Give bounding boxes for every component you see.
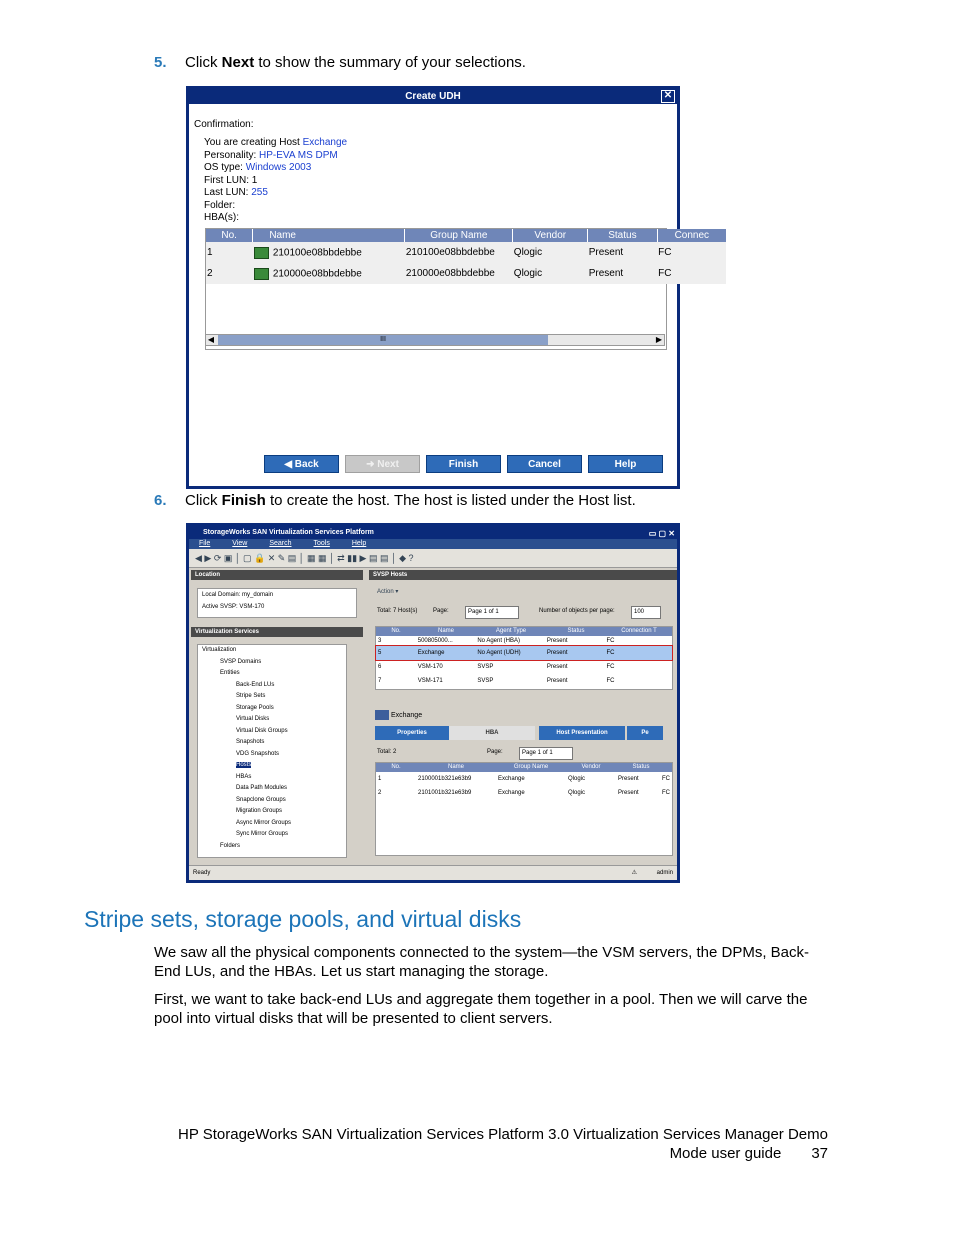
computer-icon	[375, 710, 389, 720]
virtualization-services-header: Virtualization Services	[191, 627, 363, 637]
page-select[interactable]: Page 1 of 1	[465, 606, 519, 619]
tree-item[interactable]: HBAs	[236, 773, 252, 780]
hba-page-select[interactable]: Page 1 of 1	[519, 747, 573, 760]
menu-file[interactable]: File	[199, 540, 211, 547]
table-header: No. Name Agent Type Status Connection T	[376, 627, 672, 636]
app-title: StorageWorks SAN Virtualization Services Platform	[203, 529, 374, 536]
menu-tools[interactable]: Tools	[313, 540, 330, 547]
finish-button[interactable]: Finish	[426, 455, 501, 473]
tree-item[interactable]: Snapclone Groups	[236, 796, 286, 803]
hba-icon	[254, 247, 269, 259]
step-text: Click Finish to create the host. The host is listed under the Host list.	[185, 492, 636, 509]
tree-item[interactable]: Virtual Disk Groups	[236, 727, 288, 734]
tree-item[interactable]: Back-End LUs	[236, 681, 275, 688]
step-number: 5.	[154, 54, 167, 71]
menu-help[interactable]: Help	[351, 540, 367, 547]
location-box: Local Domain: my_domain Active SVSP: VSM-170	[197, 588, 357, 618]
hba-detail-table	[375, 762, 673, 856]
total-hosts: Total: 7 Host(s)	[377, 608, 418, 614]
user-name: admin	[656, 870, 673, 876]
paragraph: We saw all the physical components connected to the system—the VSM servers, the DPMs, Back-End LUs, and the HBAs. Let us start managing the storage.	[154, 944, 809, 980]
hba-table	[205, 228, 710, 350]
table-row-selected[interactable]: 5 Exchange No Agent (UDH) Present FC	[376, 646, 672, 660]
next-button[interactable]: ➜ Next	[345, 455, 420, 473]
tree-item[interactable]: Snapshots	[236, 739, 265, 745]
status-text: Ready	[193, 870, 211, 876]
status-bar	[189, 865, 677, 880]
confirmation-details: You are creating Host Exchange Personality: HP-EVA MS DPM OS type: Windows 2003 First LUN: 1 Last LUN: 255 Folder: HBA(s):	[204, 137, 348, 223]
tab-more[interactable]: Pe	[627, 726, 663, 740]
step-text: Click Next to show the summary of your selections.	[185, 54, 526, 71]
tree-item-selected[interactable]: Hosts	[236, 762, 252, 768]
tree-item[interactable]: Stripe Sets	[236, 693, 266, 699]
table-row[interactable]: 2 2101001b321e63b9 Exchange Qlogic Present FC	[378, 790, 670, 796]
selected-host-name: Exchange	[375, 710, 422, 720]
right-pane	[369, 570, 677, 866]
table-header: No. Name Group Name Vendor Status Connec	[206, 229, 726, 242]
detail-tabs	[375, 726, 671, 740]
tree-item[interactable]: Entities	[220, 670, 240, 676]
step-5	[154, 54, 854, 74]
tree-item[interactable]: Storage Pools	[236, 704, 274, 711]
tree-item[interactable]: Sync Mirror Groups	[236, 831, 289, 837]
menu-bar	[189, 539, 677, 549]
dialog-title: Create UDH	[405, 91, 461, 102]
toolbar	[189, 549, 677, 568]
hba-page-label: Page:	[487, 749, 503, 755]
tree-item[interactable]: Data Path Modules	[236, 785, 288, 791]
step-6	[154, 492, 854, 512]
confirmation-label: Confirmation:	[194, 119, 254, 130]
create-udh-dialog	[186, 86, 710, 489]
tree-item[interactable]: Virtualization	[202, 647, 237, 653]
tree-item[interactable]: Async Mirror Groups	[236, 819, 292, 826]
per-page-label: Number of objects per page:	[539, 608, 615, 614]
page-label: Page:	[433, 608, 449, 614]
warning-icon: ⚠	[631, 870, 637, 876]
table-row[interactable]: 2 210000e08bbdebbe 210000e08bbdebbe Qlogic Present FC	[206, 263, 726, 284]
tree-item[interactable]: Folders	[220, 842, 241, 849]
footer	[178, 1125, 828, 1163]
step-number: 6.	[154, 492, 167, 509]
close-icon[interactable]: ✕	[661, 90, 675, 103]
scroll-thumb[interactable]: III	[218, 335, 548, 345]
total-hbas: Total: 2	[377, 749, 397, 755]
footer-title: HP StorageWorks SAN Virtualization Services Platform 3.0 Virtualization Services Manager Demo	[177, 1126, 828, 1143]
help-button[interactable]: Help	[588, 455, 663, 473]
footer-title-cont: Mode user guide	[669, 1145, 782, 1162]
page-number: 37	[811, 1145, 828, 1162]
tab-properties[interactable]: Properties	[375, 726, 449, 740]
tree-item[interactable]: Migration Groups	[236, 808, 283, 814]
menu-view[interactable]: View	[232, 540, 248, 547]
per-page-input[interactable]: 100	[631, 606, 661, 619]
dialog-titlebar	[189, 89, 677, 104]
tree-item[interactable]: VDG Snapshots	[236, 750, 280, 757]
toolbar-icons[interactable]: ◀ ▶ ⟳ ▣ │ ▢ 🔒 ✕ ✎ ▤ │ ▦ ▦ │ ⇄ ▮▮ ▶ ▤ ▤ │ ◆ ?	[195, 553, 414, 563]
navigation-tree	[197, 644, 347, 858]
scroll-right-icon[interactable]: ▶	[655, 335, 663, 344]
hosts-table	[375, 626, 673, 690]
action-menu[interactable]: Action ▾	[377, 589, 399, 595]
app-titlebar	[189, 526, 677, 539]
horizontal-scrollbar[interactable]	[205, 334, 665, 346]
tree-item[interactable]: SVSP Domains	[220, 658, 262, 665]
tab-hba[interactable]: HBA	[449, 726, 535, 740]
table-row[interactable]: 1 210100e08bbdebbe 210100e08bbdebbe Qlogic Present FC	[206, 242, 726, 263]
svsp-hosts-header: SVSP Hosts	[369, 570, 677, 580]
table-row[interactable]: 6 VSM-170 SVSP Present FC	[378, 664, 615, 670]
left-pane	[191, 570, 363, 866]
section-heading: Stripe sets, storage pools, and virtual disks	[84, 906, 522, 932]
cancel-button[interactable]: Cancel	[507, 455, 582, 473]
back-button[interactable]: ◀ Back	[264, 455, 339, 473]
scroll-left-icon[interactable]: ◀	[207, 335, 215, 344]
table-header: No. Name Group Name Vendor Status	[376, 763, 672, 772]
window-controls-icon[interactable]: ▭ ▢ ✕	[648, 529, 675, 538]
tree-item[interactable]: Virtual Disks	[236, 716, 270, 722]
table-row[interactable]: 7 VSM-171 SVSP Present FC	[378, 678, 615, 684]
location-header: Location	[191, 570, 363, 580]
menu-search[interactable]: Search	[269, 540, 292, 547]
paragraph: First, we want to take back-end LUs and aggregate them together in a pool. Then we will carve the pool into virtual disks that will be presented to client servers.	[154, 991, 808, 1027]
svsp-app-window	[186, 523, 680, 883]
hba-icon	[254, 268, 269, 280]
table-row[interactable]: 1 2100001b321e63b9 Exchange Qlogic Present FC	[378, 776, 670, 782]
table-row[interactable]: 3 500805000... No Agent (HBA) Present FC	[378, 638, 615, 644]
tab-host-presentation[interactable]: Host Presentation	[539, 726, 625, 740]
